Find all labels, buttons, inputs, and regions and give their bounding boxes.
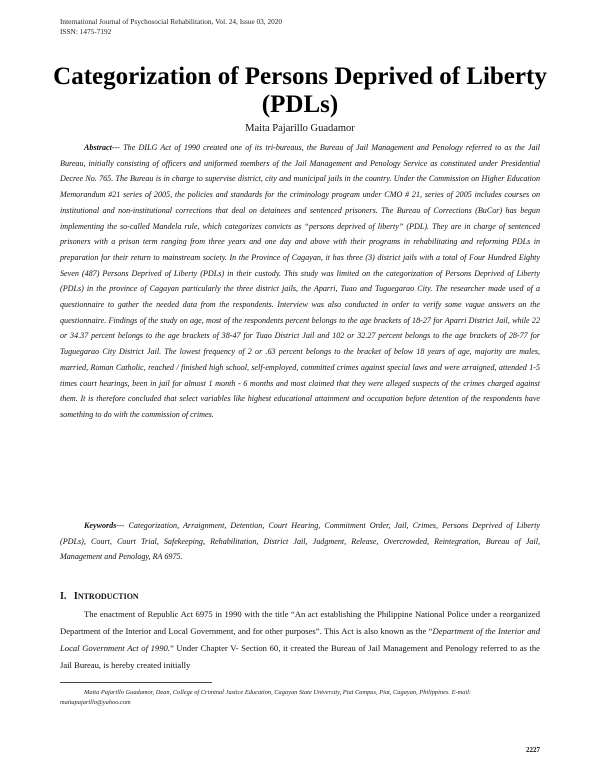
section-heading-introduction — [60, 591, 139, 602]
intro-act-title: Department of the Interior and Local Government Act of 1990. — [60, 626, 541, 653]
abstract-text: The DILG Act of 1990 created one of its tri-bureaus, the Bureau of Jail Management and Penology referred to as the Jail Bureau, initially consisting of officers and uniformed members of the Jail Management and Penology Service as constituted under Presidential Decree No. 765. The Bureau is in charge to supervise district, city and municipal jails in the country. Under the Commission on Higher Education Memorandum #21 series of 2005, the policies and standards for the criminology program under CMO # 21, series of 2005 includes courses on institutional and non-institutional corrections that deal on detainees and sentenced prisoners. The Bureau of Corrections (BuCor) has begun implementing the so-called Mandela rule, which categorizes convicts as “persons deprived of liberty” (PDL). They are in charge of sentenced prisoners with a prison term ranging from three years and one day and above with their programs in rehabilitating and reforming PDLs in preparation for their return to mainstream society. In the Province of Cagayan, it has three (3) district jails with a total of Four Hundred Eighty Seven (487) Persons Deprived of Liberty (PDLs) in their custody. This study was limited on the categorization of Persons Deprived of Liberty (PDLs) in the province of Cagayan particularly the three district jails, the Aparri, Tuao and Tuguegarao City. The researcher made used of a questionnaire to gather the needed data from the respondents. Interview was also conducted in order to verify some vague answers on the questionnaire. Findings of the study on age, most of the respondents percent belongs to the age brackets of 18-27 for Aparri District Jail, while 22 or 34.37 percent belongs to the age brackets of 38-47 for Tuao District Jail and 102 or 32.27 percent belongs to the age brackets of 28-77 for Tuguegarao City District Jail. The lowest frequency of 2 or .63 percent belongs to the bracket of below 18 years of age, majority are males, married, Roman Catholic, reached / finished high school, self-employed, committed crimes against special laws and were arraigned, attended 1-5 times court hearings, been in jail for almost 1 month - 6 months and most claimed that they were alleged suspects of the crimes charged against them. It is therefore concluded that select variables like highest educational attainment and occupation before detention of the respondents have something to do with the commission of crimes. — [60, 143, 540, 419]
footnote-divider — [60, 682, 212, 683]
paper-title-line1: Categorization of Persons Deprived of Liberty — [53, 63, 547, 90]
paper-title-line2: (PDLs) — [261, 91, 339, 118]
intro-text-a: The enactment of Republic Act 6975 in 1990 with the title “An act establishing the Philippine National Police under a reorganized Department of the Interior and Local Government, and for other purposes”. This Act is also known as the “ — [60, 609, 540, 636]
author-name: Maita Pajarillo Guadamor — [245, 123, 355, 134]
intro-text-b: ” Under Chapter V- Section 60, it created the Bureau of Jail Management and Penology referred to as the Jail Bureau, is hereby created initially — [60, 643, 541, 670]
section-title-initial: I — [73, 591, 78, 602]
abstract — [60, 140, 540, 423]
abstract-label: Abstract--- — [84, 143, 120, 152]
introduction-paragraph — [60, 606, 540, 674]
paper-title — [0, 63, 600, 119]
journal-issn: ISSN: 1475-7192 — [60, 27, 112, 36]
keywords-text: Categorization, Arraignment, Detention, Court Hearing, Commitment Order, Jail, Crimes, Persons Deprived of Liberty (PDLs), Court, Court Trial, Safekeeping, Rehabilitation, District Jail, Judgment, Release, Overcrowded, Reintegration, Bureau of Jail, Management and Penology, RA 6975. — [60, 521, 540, 562]
page-number: 2227 — [526, 746, 540, 754]
keywords — [60, 518, 540, 565]
section-number: I. — [60, 591, 67, 602]
author-footnote: Maita Pajarillo Guadamor, Dean, College of Criminal Justice Education, Cagayan State University, Piat Campus, Piat, Cagayan, Philippines. E-mail: maitapajarillo@yahoo.com — [60, 689, 472, 706]
section-title-rest: NTRODUCTION — [77, 592, 139, 601]
journal-header — [60, 17, 282, 37]
keywords-label: Keywords--- — [84, 521, 125, 530]
journal-citation: International Journal of Psychosocial Rehabilitation, Vol. 24, Issue 03, 2020 — [60, 17, 283, 26]
